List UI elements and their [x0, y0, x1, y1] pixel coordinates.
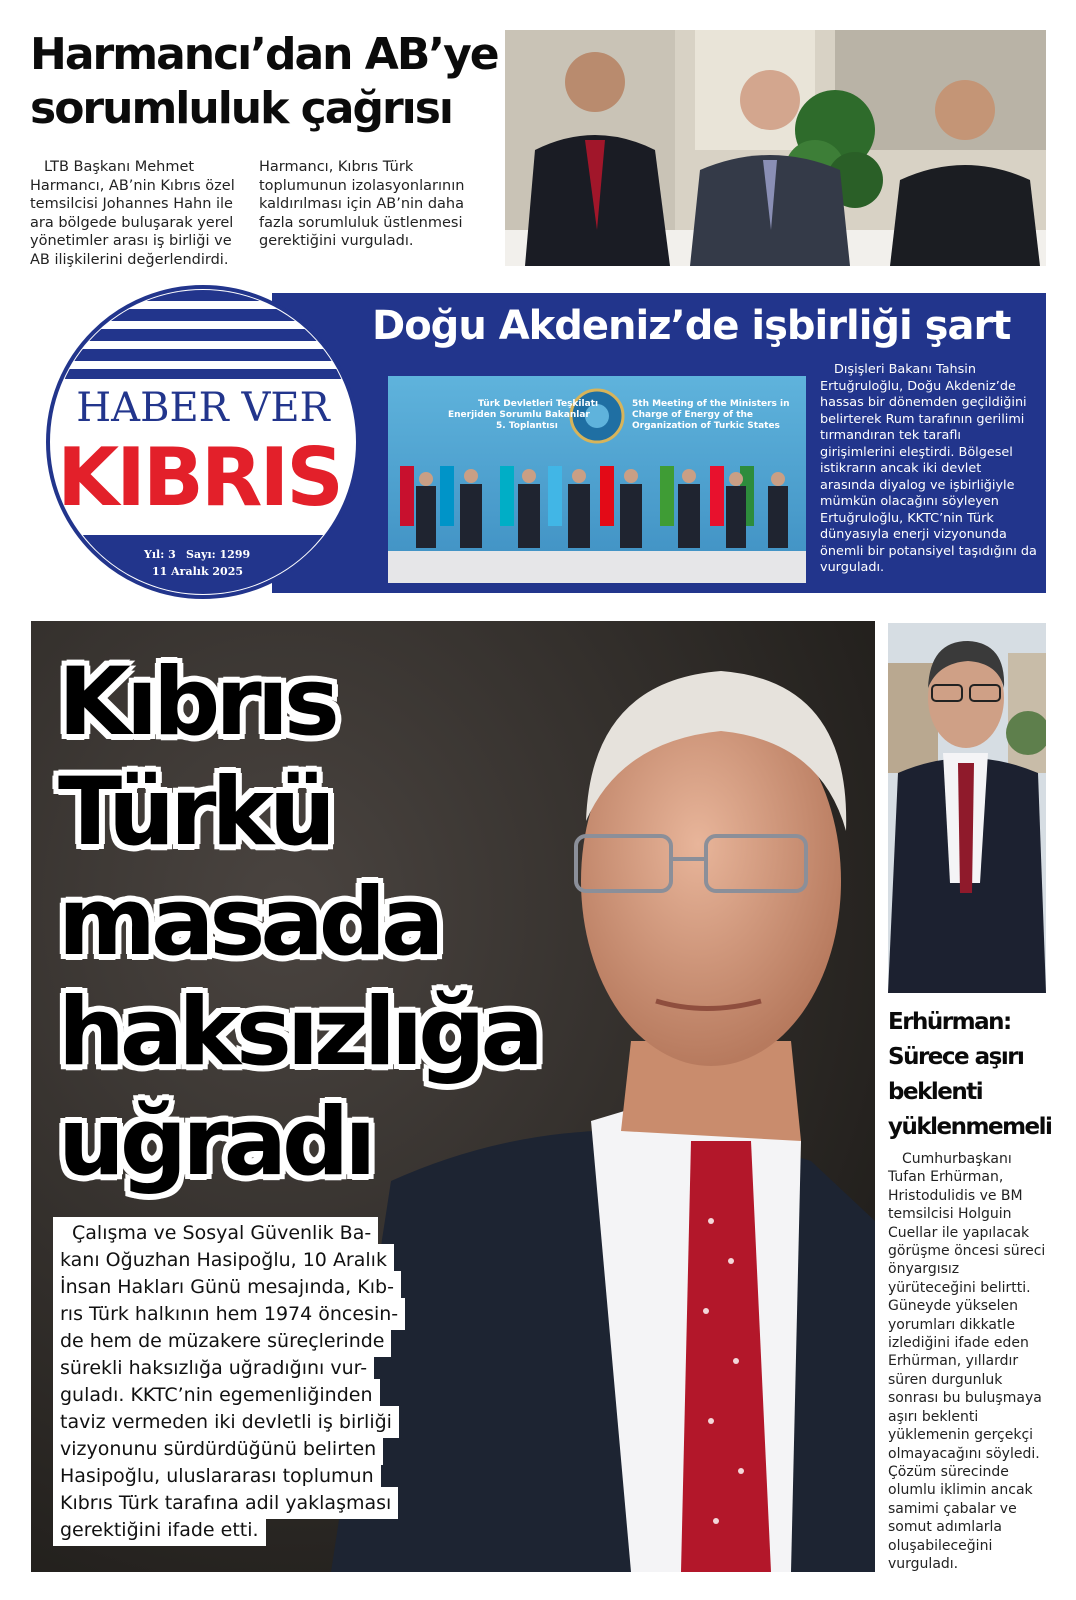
band-headline: Doğu Akdeniz’de işbirliği şart [372, 303, 1011, 349]
main-body-line: gerektiğini ifade etti. [60, 1519, 259, 1541]
main-body-line: sürekli haksızlığa uğradığını vur- [60, 1357, 368, 1379]
masthead-logo-emblem [44, 283, 362, 601]
main-headline-line: Türkü [58, 758, 331, 867]
main-story-body [58, 1220, 446, 1544]
side-headline-line2: Sürece aşırı [888, 1044, 1024, 1070]
banner-en-1: 5th Meeting of the Ministers in [632, 399, 790, 409]
main-body-line: de hem de müzakere süreçlerinde [60, 1330, 385, 1352]
side-story-photo [888, 623, 1046, 993]
side-headline-line1: Erhürman: [888, 1009, 1011, 1035]
side-story-body: Cumhurbaşkanı Tufan Erhürman, Hristodulidis ve BM temsilcisi Holguin Cuellar ile yapılacak görüşme öncesi süreci önyargısız yürüteceğini belirtti. Güneyde yükselen yorumları dikkatle izlediğini ifade eden Erhürman, yıllardır süren durgunluk sonrası bu buluşmaya aşırı beklenti yüklemenin gerçekçi olmayacağını söyledi. Çözüm sürecinde olumlu iklimin ancak samimi çabalar ve somut adımlarla oluşabileceğini vurguladı. [888, 1151, 1046, 1572]
top-headline-line2: sorumluluk çağrısı [30, 83, 453, 134]
masthead-issue: Sayı: 1299 [186, 548, 251, 561]
side-headline-line4: yüklenmemeli [888, 1114, 1052, 1140]
main-headline-line: uğradı [58, 1088, 372, 1197]
meeting-photo [505, 30, 1046, 266]
ministers-group-photo [388, 376, 806, 583]
president-portrait [888, 623, 1046, 993]
main-headline [58, 648, 539, 1198]
masthead-name-top: HABER VER [76, 385, 330, 431]
top-story-body: LTB Başkanı Mehmet Harmancı, AB’nin Kıbrıs özel temsilcisi Johannes Hahn ile ara bölgede buluşarak yerel yönetimler arası iş birliği ve AB ilişkilerini değerlendirdi. Harmancı, Kıbrıs Türk toplumunun izolasyonlarının kaldırılması için AB’nin daha fazla sorumluluk üstlenmesi gerektiğini vurguladı. [30, 159, 465, 268]
top-story-photo [505, 30, 1046, 266]
banner-en-2: Charge of Energy of the [632, 410, 754, 420]
main-body-line: taviz vermeden iki devletli iş birliği [60, 1411, 392, 1433]
main-body-line: İnsan Hakları Günü mesajında, Kıb- [60, 1276, 394, 1298]
side-headline-line3: beklenti [888, 1079, 983, 1105]
main-headline-line: Kıbrıs [58, 648, 335, 757]
main-headline-line: haksızlığa [58, 978, 539, 1087]
main-body-line: Çalışma ve Sosyal Güvenlik Ba- [58, 1222, 373, 1244]
main-body-line: kanı Oğuzhan Hasipoğlu, 10 Aralık [60, 1249, 387, 1271]
main-body-line: Hasipoğlu, uluslararası toplumun [60, 1465, 374, 1487]
masthead-year: Yıl: 3 [144, 548, 176, 561]
main-body-line: guladı. KKTC’nin egemenliğinden [60, 1384, 373, 1406]
banner-tr-3: 5. Toplantısı [496, 421, 558, 431]
main-body-line: rıs Türk halkının hem 1974 öncesin- [60, 1303, 399, 1325]
side-headline [888, 1005, 1052, 1145]
top-headline-line1: Harmancı’dan AB’ye [30, 29, 498, 80]
banner-en-3: Organization of Turkic States [632, 421, 780, 431]
masthead-date: 11 Aralık 2025 [152, 565, 244, 578]
main-body-line: vizyonunu sürdürdüğünü belirten [60, 1438, 377, 1460]
band-story-photo [388, 376, 806, 583]
banner-tr-2: Enerjiden Sorumlu Bakanlar [448, 410, 590, 420]
masthead-logo [44, 283, 362, 601]
masthead-name-bottom: KIBRIS [57, 431, 341, 524]
band-story-body: Dışişleri Bakanı Tahsin Ertuğruloğlu, Doğu Akdeniz’de hassas bir dönemden geçildiğini belirterek Rum tarafının gerilimi tırmandıran tek taraflı girişimlerini eleştirdi. Bölgesel istikrarın ancak iki devlet arasında diyalog ve işbirliğiyle mümkün olacağını söyleyen Ertuğruloğlu, KKTC’nin Türk dünyasıyla enerji vizyonunda önemli bir potansiyel taşıdığını da vurguladı. [820, 362, 1037, 575]
top-headline [30, 28, 500, 136]
main-body-line: Kıbrıs Türk tarafına adil yaklaşması [60, 1492, 392, 1514]
main-headline-line: masada [58, 868, 440, 977]
banner-tr-1: Türk Devletleri Teşkilatı [478, 399, 599, 409]
